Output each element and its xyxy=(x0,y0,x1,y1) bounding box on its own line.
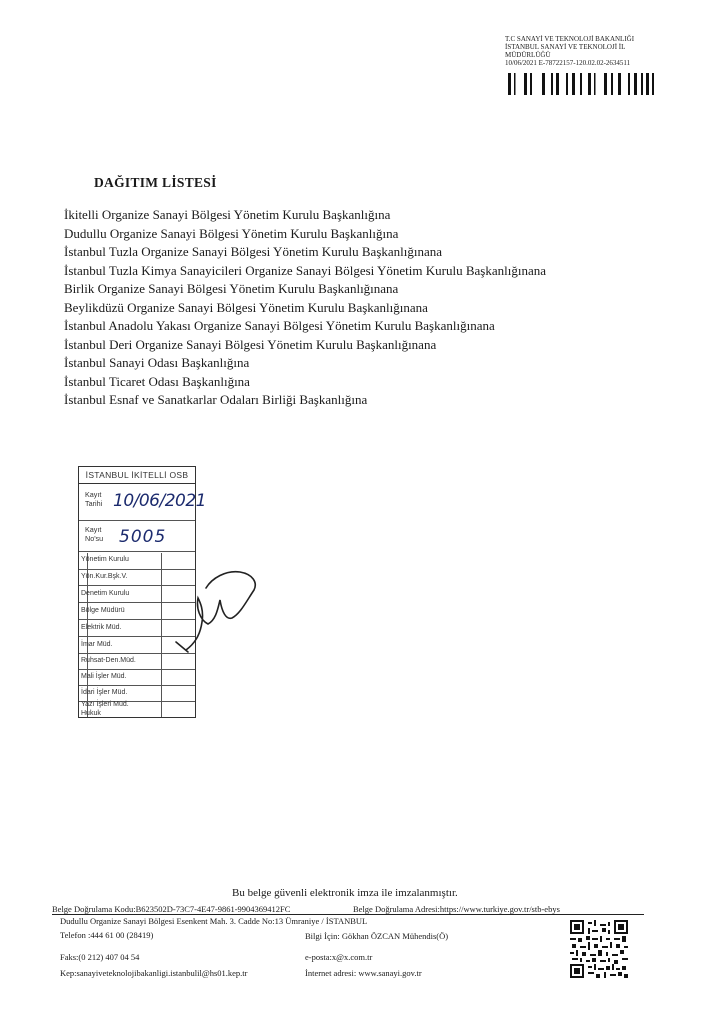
stamp-routing-label: Ruhsat-Den.Müd. xyxy=(81,657,136,664)
stamp-routing-label: Denetim Kurulu xyxy=(81,590,130,597)
handwritten-signature xyxy=(170,560,280,660)
stamp-title: İSTANBUL İKİTELLİ OSB xyxy=(79,467,195,484)
registration-stamp xyxy=(505,35,675,67)
stamp-routing-label: Mali İşler Müd. xyxy=(81,673,127,680)
list-item: Beylikdüzü Organize Sanayi Bölgesi Yönetim Kurulu Başkanlığınana xyxy=(64,299,428,315)
list-item: İstanbul Anadolu Yakası Organize Sanayi Bölgesi Yönetim Kurulu Başkanlığınana xyxy=(64,318,495,333)
stamp-number-row xyxy=(79,521,195,552)
stamp-date-handwritten: 10/06/2021 xyxy=(113,491,206,511)
list-item: İstanbul Deri Organize Sanayi Bölgesi Yönetim Kurulu Başkanlığınana xyxy=(64,336,437,352)
stamp-routing-row xyxy=(79,701,195,718)
stamp-routing-label: Bölge Müdürü xyxy=(81,607,125,614)
footer-divider xyxy=(52,914,644,915)
list-item: İstanbul Sanayi Odası Başkanlığına xyxy=(64,355,250,370)
verification-code: Belge Doğrulama Kodu:B623502D-73C7-4E47-9861-9904369412FC xyxy=(52,904,291,914)
e-signature-note: Bu belge güvenli elektronik imza ile imzalanmıştır. xyxy=(232,887,458,899)
fax-number: Faks:(0 212) 407 04 54 xyxy=(60,952,140,962)
stamp-number-handwritten: 5005 xyxy=(119,527,167,547)
email-address[interactable]: e-posta:x@x.com.tr xyxy=(305,952,373,962)
stamp-number-label xyxy=(85,525,103,543)
stamp-number-label-1: Kayıt xyxy=(85,525,102,534)
registration-number: 10/06/2021 E-78722157-120.02.02-2634511 xyxy=(505,59,631,67)
office-address: Dudullu Organize Sanayi Bölgesi Esenkent Mah. 3. Cadde No:13 Ümraniye / İSTANBUL xyxy=(60,916,368,926)
stamp-routing-row xyxy=(79,669,195,686)
verification-qr-code xyxy=(570,920,628,978)
list-item: İstanbul Tuzla Organize Sanayi Bölgesi Yönetim Kurulu Başkanlığınana xyxy=(64,244,443,259)
stamp-routing-label: İdari İşler Müd. xyxy=(81,689,128,696)
contact-person: Bilgi İçin: Gökhan ÖZCAN Mühendis(Ö) xyxy=(305,931,449,941)
registration-office: İSTANBUL SANAYİ VE TEKNOLOJİ İL xyxy=(505,43,626,51)
list-item: Birlik Organize Sanayi Bölgesi Yönetim Kurulu Başkanlığınana xyxy=(64,281,399,296)
distribution-list xyxy=(64,206,546,410)
list-item: İkitelli Organize Sanayi Bölgesi Yönetim Kurulu Başkanlığına xyxy=(64,207,391,222)
stamp-date-label xyxy=(85,490,102,508)
stamp-routing-row xyxy=(79,685,195,702)
list-item: İstanbul Tuzla Kimya Sanayicileri Organize Sanayi Bölgesi Yönetim Kurulu Başkanlığınana xyxy=(64,262,546,278)
registration-office-cont: MÜDÜRLÜĞÜ xyxy=(505,51,551,59)
list-item: Dudullu Organize Sanayi Bölgesi Yönetim Kurulu Başkanlığına xyxy=(64,225,399,241)
stamp-routing-label: Yön.Kur.Bşk.V. xyxy=(81,573,128,580)
registration-ministry: T.C SANAYİ VE TEKNOLOJİ BAKANLIĞI xyxy=(505,35,635,43)
website-address[interactable]: İnternet adresi: www.sanayi.gov.tr xyxy=(305,968,422,978)
stamp-number-label-2: No'su xyxy=(85,534,104,543)
list-item: İstanbul Ticaret Odası Başkanlığına xyxy=(64,373,250,389)
stamp-routing-label: Hukuk xyxy=(81,710,101,717)
stamp-date-label-1: Kayıt xyxy=(85,490,102,499)
registration-barcode xyxy=(508,73,658,95)
stamp-routing-label: Yönetim Kurulu xyxy=(81,556,129,563)
stamp-routing-label: Yazı İşleri Müd. xyxy=(81,701,129,708)
list-item: İstanbul Esnaf ve Sanatkarlar Odaları Birliği Başkanlığına xyxy=(64,392,368,407)
stamp-routing-label: Elektrik Müd. xyxy=(81,624,122,631)
phone-number: Telefon :444 61 00 (28419) xyxy=(60,930,154,940)
distribution-heading: DAĞITIM LİSTESİ xyxy=(94,175,217,190)
verification-address[interactable]: Belge Doğrulama Adresi:https://www.turkiye.gov.tr/stb-ebys xyxy=(353,904,560,914)
stamp-date-row xyxy=(79,484,206,521)
stamp-routing-label: İmar Müd. xyxy=(81,641,113,648)
stamp-date-label-2: Tarihi xyxy=(85,499,103,508)
kep-address: Kep:sanayiveteknolojibakanligi.istanbulil@hs01.kep.tr xyxy=(60,968,248,978)
